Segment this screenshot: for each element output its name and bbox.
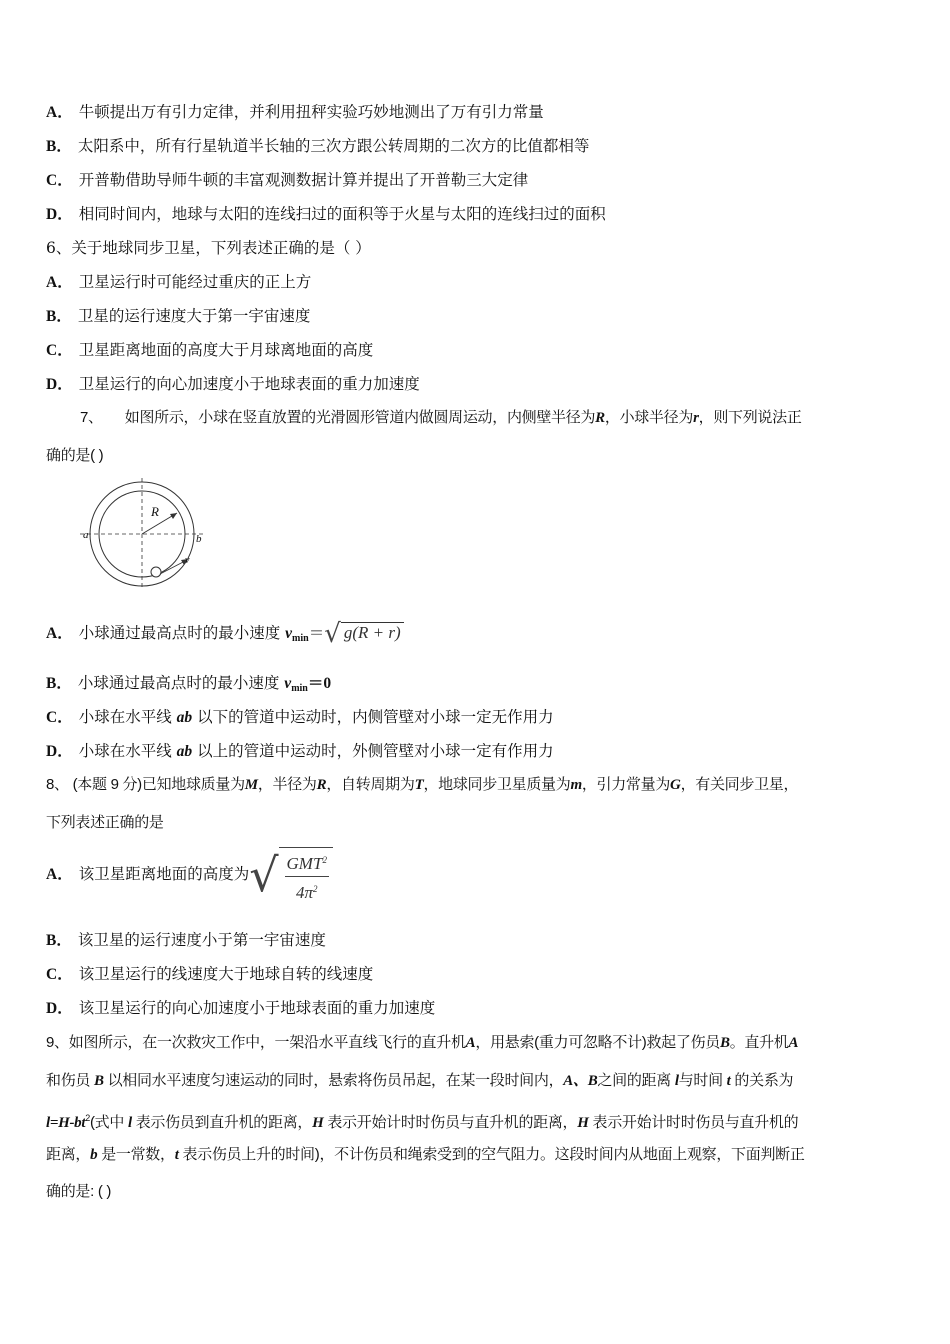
- q5-option-d: D． 相同时间内，地球与太阳的连线扫过的面积等于火星与太阳的连线扫过的面积: [46, 205, 606, 223]
- q9-line2: 和伤员 B 以相同水平速度匀速运动的同时，悬索将伤员吊起，在某一段时间内，A、B之间的距离 l与时间 t 的关系为: [46, 1072, 794, 1089]
- sqrt-icon: √: [249, 848, 279, 902]
- q8-option-d: D． 该卫星运行的向心加速度小于地球表面的重力加速度: [46, 999, 436, 1017]
- q5-option-c: C． 开普勒借助导师牛顿的丰富观测数据计算并提出了开普勒三大定律: [46, 171, 529, 189]
- circular-tube-figure: [80, 478, 210, 588]
- label-R: R: [151, 504, 159, 519]
- q7-option-c: C． 小球在水平线 ab 以下的管道中运动时，内侧管壁对小球一定无作用力: [46, 708, 554, 726]
- q8-option-b: B． 该卫星的运行速度小于第一宇宙速度: [46, 931, 326, 949]
- fraction: $\frac{GMT^2}{4\pi^2}$: [279, 847, 333, 903]
- q6-option-d: D． 卫星运行的向心加速度小于地球表面的重力加速度: [46, 375, 420, 393]
- q6-option-b: B． 卫星的运行速度大于第一宇宙速度: [46, 307, 311, 325]
- q7-option-d: D． 小球在水平线 ab 以上的管道中运动时，外侧管壁对小球一定有作用力: [46, 742, 554, 760]
- q9-line4: 距离，b 是一常数，t 表示伤员上升的时间)，不计伤员和绳索受到的空气阻力。这段时间内从地面上观察，下面判断正: [46, 1146, 805, 1163]
- q6-option-c: C． 卫星距离地面的高度大于月球离地面的高度: [46, 341, 374, 359]
- q6-option-a: A． 卫星运行时可能经过重庆的正上方: [46, 273, 312, 291]
- q5-option-b: B． 太阳系中，所有行星轨道半长轴的三次方跟公转周期的二次方的比值都相等: [46, 137, 590, 155]
- q7-stem: 7、 如图所示，小球在竖直放置的光滑圆形管道内做圆周运动，内侧壁半径为R，小球半径为r，则下列说法正: [80, 409, 802, 426]
- q8-option-a: A． 该卫星距离地面的高度为√ $\frac{GMT^2}{4\pi^2}$: [46, 846, 333, 903]
- label-b: b: [196, 533, 202, 545]
- q9-line3: $l=H-bt^2$(式中 l 表示伤员到直升机的距离，H 表示开始计时时伤员与直升机的距离，H 表示开始计时时伤员与直升机的: [46, 1113, 799, 1131]
- label-a: a: [83, 529, 89, 541]
- q6-stem: 6、关于地球同步卫星，下列表述正确的是（ ）: [46, 239, 371, 257]
- q5-option-a: A． 牛顿提出万有引力定律，并利用扭秤实验巧妙地测出了万有引力常量: [46, 103, 544, 121]
- q7-option-b: B． 小球通过最高点时的最小速度 $v_{min}=0$: [46, 674, 332, 694]
- label-v: v: [185, 555, 190, 566]
- sqrt-icon: √: [324, 619, 341, 649]
- q8-stem: 8、 (本题 9 分)已知地球质量为M，半径为R，自转周期为T，地球同步卫星质量为m，引力常量为G，有关同步卫星，: [46, 776, 799, 793]
- q8-option-c: C． 该卫星运行的线速度大于地球自转的线速度: [46, 965, 374, 983]
- q7-option-a: A． 小球通过最高点时的最小速度 $v_{min}=√$ g(R + r): [46, 622, 404, 649]
- q7-stem-line2: 确的是( ): [46, 447, 104, 464]
- q9-line1: 9、如图所示，在一次救灾工作中，一架沿水平直线飞行的直升机A，用悬索(重力可忽略不计)救起了伤员B。直升机A: [46, 1034, 799, 1051]
- q9-line5: 确的是: ( ): [46, 1183, 112, 1200]
- q8-stem-line2: 下列表述正确的是: [46, 814, 164, 831]
